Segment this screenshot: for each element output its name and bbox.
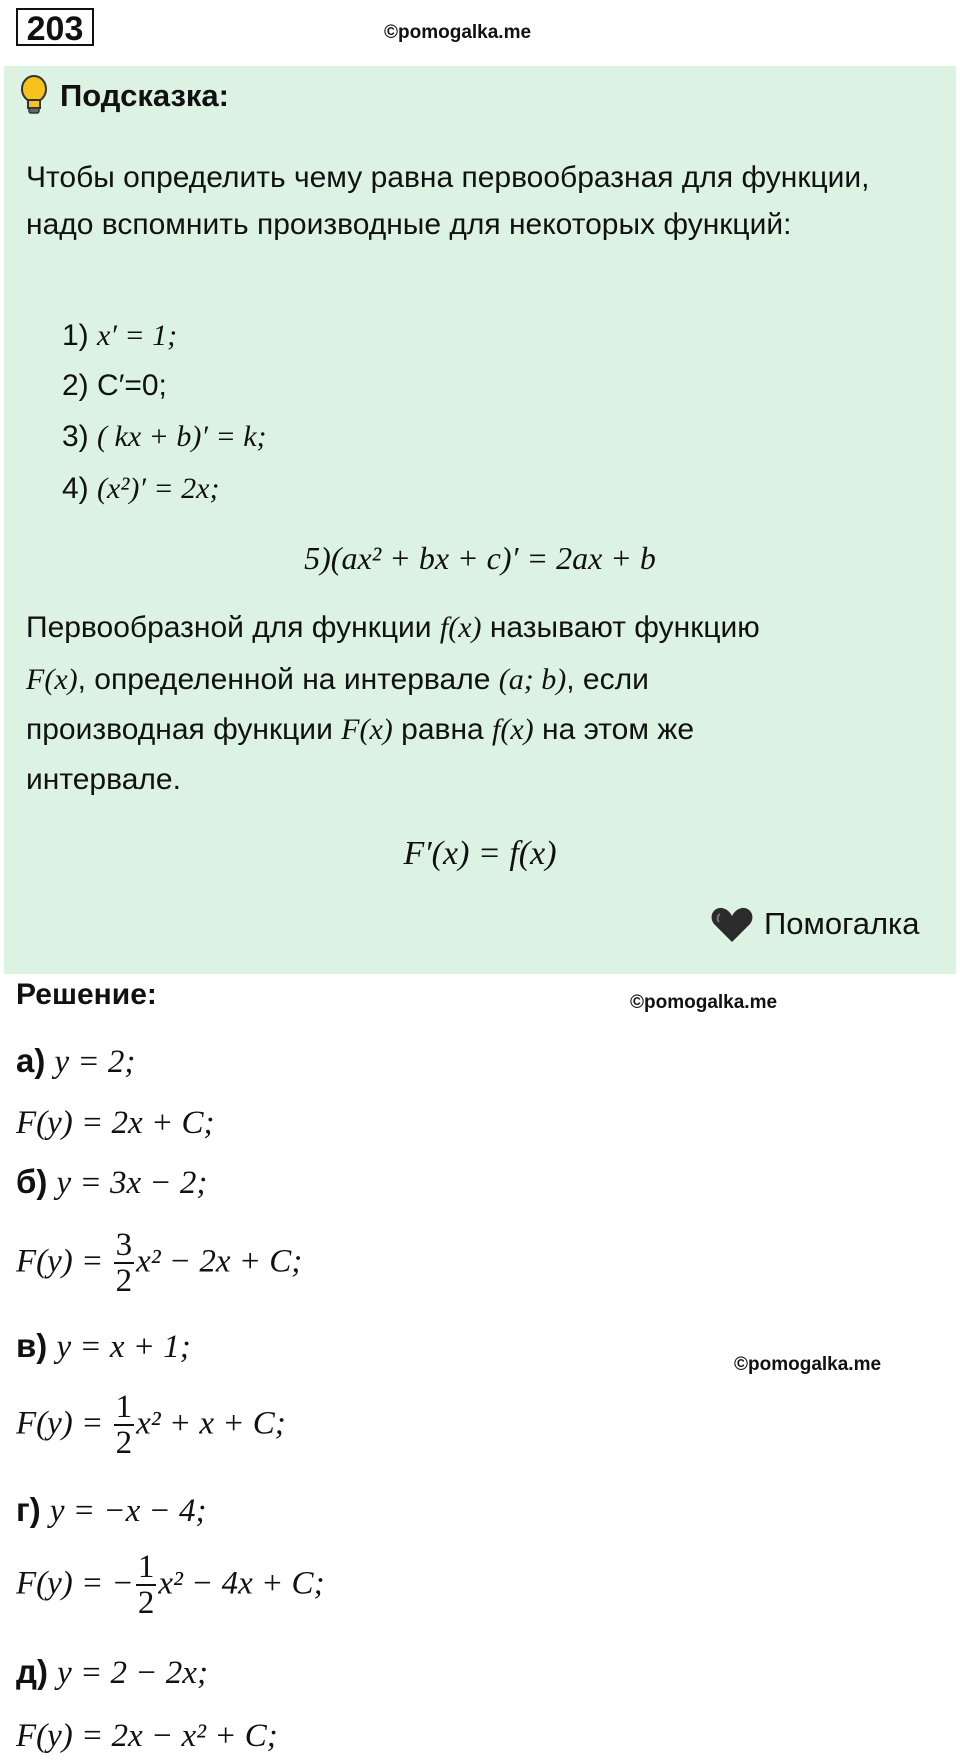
fraction [114,1390,135,1460]
solution-item-v [16,1326,191,1367]
item-label: д) [16,1653,48,1690]
brand-label: Помогалка [764,906,920,941]
item-label: б) [16,1163,48,1200]
antiderivative-expr: F(y) = 2x − x² + C; [16,1718,278,1754]
item-label: в) [16,1327,48,1364]
solution-item-a [16,1041,135,1082]
solution-item-b [16,1162,207,1203]
denominator: 2 [115,1263,133,1299]
list-expr: (x²)′ = 2x; [97,472,220,505]
math: f(x) [439,611,482,644]
function-expr: y = 3x − 2; [56,1165,208,1201]
expr-part: x² + x + C; [136,1405,286,1442]
denominator: 2 [137,1585,155,1621]
hint-title: Подсказка: [60,78,229,113]
function-expr: y = 2 − 2x; [57,1655,208,1691]
item-label: а) [16,1042,46,1079]
list-expr: ( kx + b)′ = k; [97,420,267,453]
watermark: ©pomogalka.me [734,1354,882,1375]
text: на этом же [533,713,695,746]
antiderivative-g [16,1550,325,1620]
expr-part: F(y) = − [16,1565,134,1602]
list-label: 3) [62,420,89,453]
definition-line [26,604,946,651]
list-label: 2) [62,369,89,402]
function-expr: y = −x − 4; [49,1493,207,1529]
math: (a; b) [498,663,567,696]
solution-item-g [16,1490,207,1531]
numerator: 3 [115,1227,133,1263]
text: производная функции [26,713,342,746]
denominator: 2 [115,1425,133,1461]
text: , если [566,663,649,696]
definition-line [26,706,946,753]
antiderivative-expr: F(y) = 2x + C; [16,1105,215,1141]
list-item [62,366,167,406]
lightbulb-icon [18,74,50,121]
hint-paragraph: Чтобы определить чему равна первообразная для функции, надо вспомнить производные для некоторых функций: [26,161,870,241]
function-expr: y = x + 1; [56,1329,191,1365]
antiderivative-b [16,1228,302,1298]
formula-item-5: 5)(ax² + bx + c)′ = 2ax + b [304,540,656,576]
item-label: г) [16,1491,41,1528]
antiderivative-formula: F′(x) = f(x) [403,835,557,872]
definition-line [26,656,946,703]
fraction [114,1228,135,1298]
list-label: 1) [62,319,89,352]
antiderivative-a [16,1102,214,1143]
text: , определенной на интервале [77,663,499,696]
text: называют функцию [481,611,760,644]
fraction [136,1550,157,1620]
definition-line: интервале. [26,763,181,796]
antiderivative-d [16,1715,278,1756]
list-item [62,469,219,509]
heart-icon [710,906,754,949]
list-expr: x′ = 1; [97,319,178,352]
list-expr: C′=0; [97,369,167,402]
expr-part: F(y) = [16,1243,112,1280]
expr-part: x² − 2x + C; [136,1243,303,1280]
solution-title: Решение: [16,978,157,1011]
antiderivative-v [16,1390,286,1460]
list-item [62,316,177,356]
function-expr: y = 2; [54,1044,136,1080]
numerator: 1 [137,1549,155,1585]
numerator: 1 [115,1389,133,1425]
list-item [62,417,267,457]
expr-part: x² − 4x + C; [158,1565,325,1602]
list-label: 4) [62,472,89,505]
task-number: 203 [16,8,94,46]
math: f(x) [492,713,534,746]
watermark: ©pomogalka.me [384,22,532,43]
text: Первообразной для функции [26,611,440,644]
math: F(x) [26,663,78,696]
watermark: ©pomogalka.me [630,992,778,1013]
solution-item-d [16,1652,208,1693]
text: равна [392,713,493,746]
expr-part: F(y) = [16,1405,112,1442]
math: F(x) [341,713,393,746]
